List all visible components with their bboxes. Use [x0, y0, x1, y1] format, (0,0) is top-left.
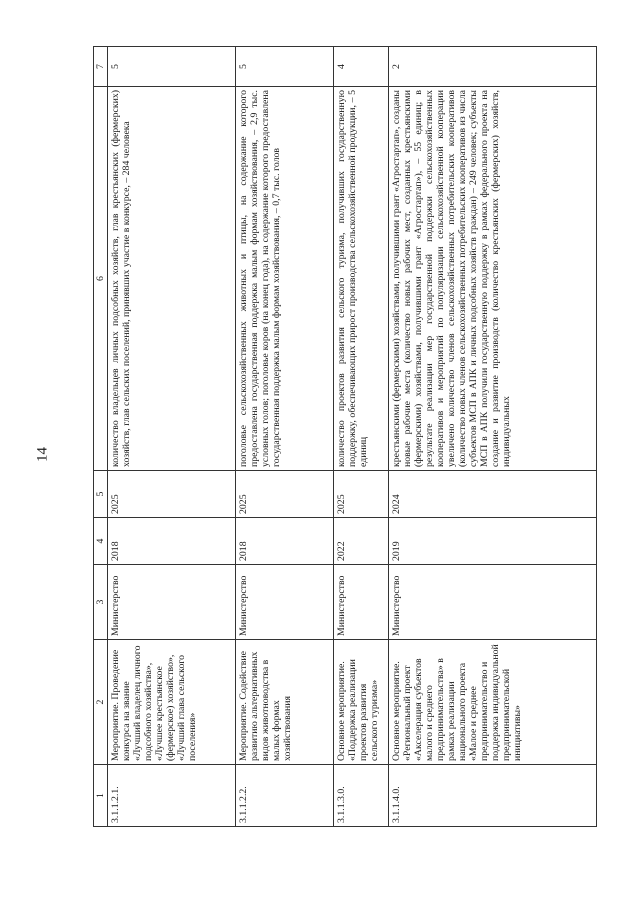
header-cell: 1: [94, 765, 108, 827]
event-name: Основное мероприятие. «Региональный проект «Акселерация субъектов малого и среднего предпринимательства» в рамках реализации национального проекта «Малое и среднее предпринимательство и поддержка индивидуальной предпринимательской инициативы»: [389, 640, 597, 765]
table-row: [389, 47, 597, 827]
end-year: 2025: [108, 471, 236, 518]
table-row: [236, 47, 334, 827]
score: 2: [389, 47, 597, 87]
header-cell: 5: [94, 471, 108, 518]
event-code: 3.1.1.2.2.: [236, 765, 334, 827]
end-year: 2025: [236, 471, 334, 518]
header-cell: 4: [94, 518, 108, 565]
expected-result: количество владельцев личных подсобных хозяйств, глав крестьянских (фермерских) хозяйств, глав сельских поселений, принявших участие в конкурсе, – 284 человека: [108, 87, 236, 471]
start-year: 2019: [389, 518, 597, 565]
table-row: [108, 47, 236, 827]
event-code: 3.1.1.4.0.: [389, 765, 597, 827]
score: 5: [236, 47, 334, 87]
header-cell: 7: [94, 47, 108, 87]
executor: Министерство: [334, 565, 389, 640]
expected-result: количество проектов развития сельского туризма, получивших государственную поддержку, обеспечивающих прирост производства сельскохозяйственной продукции, – 5 единиц: [334, 87, 389, 471]
executor: Министерство: [389, 565, 597, 640]
executor: Министерство: [236, 565, 334, 640]
event-name: Мероприятие. Проведение конкурса на звание «Лучший владелец личного подсобного хозяйства», «Лучшее крестьянское (фермерское) хозяйство», «Лучший глава сельского поселения»: [108, 640, 236, 765]
score: 5: [108, 47, 236, 87]
event-name: Основное мероприятие. «Поддержка реализации проектов развития сельского туризма»: [334, 640, 389, 765]
program-events-table: [93, 46, 597, 827]
executor: Министерство: [108, 565, 236, 640]
header-cell: 2: [94, 640, 108, 765]
start-year: 2018: [108, 518, 236, 565]
end-year: 2024: [389, 471, 597, 518]
expected-result: крестьянскими (фермерскими) хозяйствами, получившими грант «Агростартап», созданы новые рабочие места (количество новых рабочих мест, созданных крестьянскими (фермерскими) хозяйствами, получившими грант «Агростартап»), – 55 единиц; в результате реализации мер государственной поддержки сельскохозяйственных кооперативов и мероприятий по популяризации сельскохозяйственной кооперации увеличено количество членов сельскохозяйственных потребительских кооперативов (количество новых членов сельскохозяйственных потребительских кооперативов из числа субъектов МСП в АПК и личных подсобных хозяйств граждан) – 249 человек; субъекты МСП в АПК получили государственную поддержку в рамках федерального проекта на создание и развитие производств (количество крестьянских (фермерских) хозяйств, индивидуальных: [389, 87, 597, 471]
expected-result: поголовье сельскохозяйственных животных и птицы, на содержание которого предоставлена государственная поддержка малым формам хозяйствования, – 2,9 тыс. условных голов; поголовье коров (на конец года), на содержание которого предоставлена государственная поддержка малым формам хозяйствования, – 0,7 тыс. голов: [236, 87, 334, 471]
header-cell: 6: [94, 87, 108, 471]
table-row: [334, 47, 389, 827]
start-year: 2022: [334, 518, 389, 565]
score: 4: [334, 47, 389, 87]
start-year: 2018: [236, 518, 334, 565]
event-code: 3.1.1.2.1.: [108, 765, 236, 827]
event-code: 3.1.1.3.0.: [334, 765, 389, 827]
rotated-table-container: [93, 47, 597, 827]
header-row: [94, 47, 108, 827]
page-number: 14: [34, 447, 51, 462]
header-cell: 3: [94, 565, 108, 640]
event-name: Мероприятие. Содействие развитию альтернативных видов животноводства в малых формах хозяйствования: [236, 640, 334, 765]
end-year: 2025: [334, 471, 389, 518]
